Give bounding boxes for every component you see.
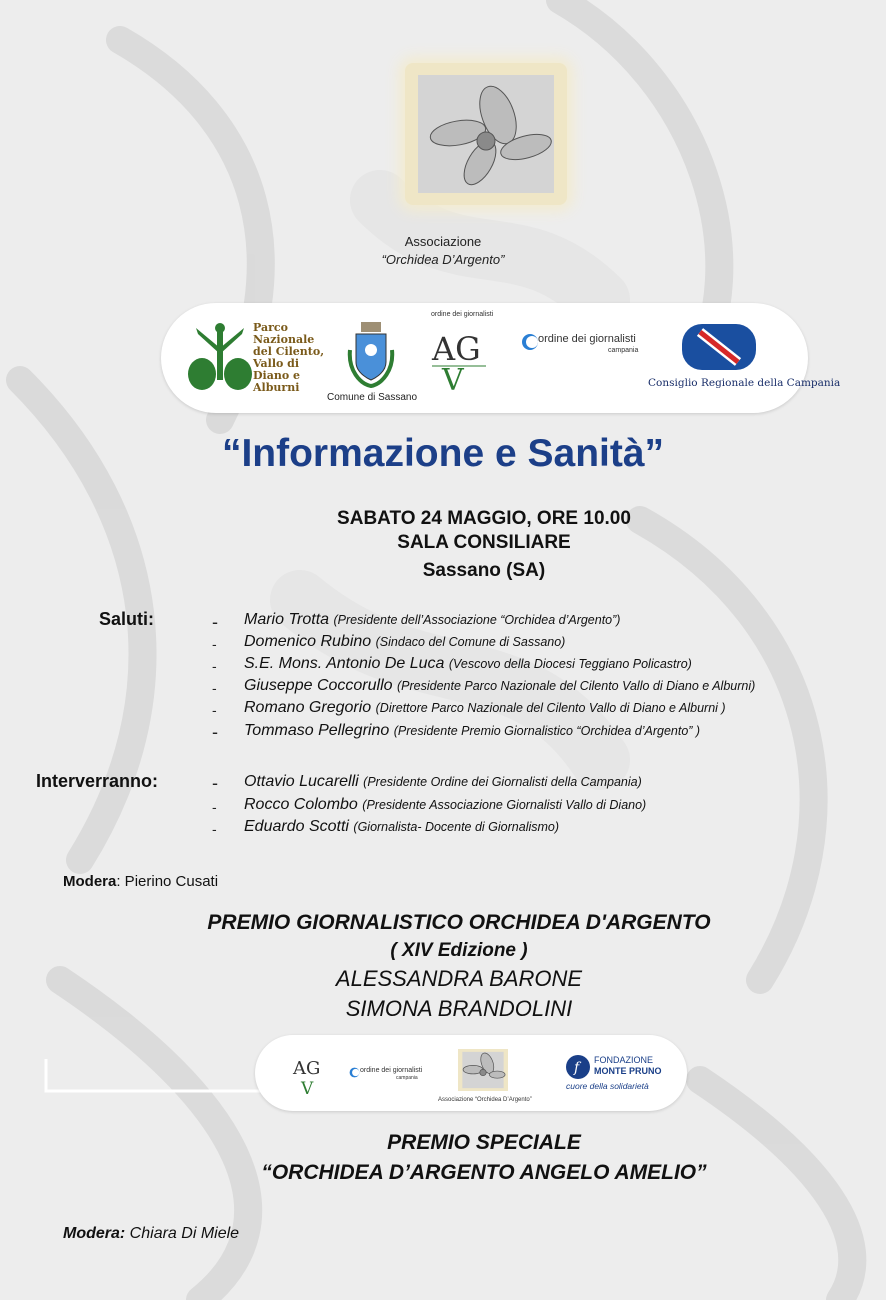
prize-title: PREMIO GIORNALISTICO ORCHIDEA D'ARGENTO xyxy=(207,911,711,934)
fondazione-label: FONDAZIONE xyxy=(594,1055,654,1065)
list-item: Mario Trotta (Presidente dell’Associazione “Orchidea d’Argento”) xyxy=(244,611,621,628)
svg-text:V: V xyxy=(442,363,464,396)
park-logo-icon xyxy=(186,318,254,394)
event-title: “Informazione e Sanità” xyxy=(221,432,665,475)
list-item: Domenico Rubino (Sindaco del Comune di Sassano) xyxy=(244,633,566,650)
list-dash: - xyxy=(212,799,217,815)
moderator: Modera: Pierino Cusati xyxy=(63,873,219,890)
svg-text:AG: AG xyxy=(293,1058,321,1079)
special-prize-name: “ORCHIDEA D’ARGENTO ANGELO AMELIO” xyxy=(261,1161,707,1184)
list-item: Ottavio Lucarelli (Presidente Ordine dei Giornalisti della Campania) xyxy=(244,773,642,790)
fondazione-motto: cuore della solidarietà xyxy=(566,1081,649,1091)
park-logo-text: Parco Nazionale del Cilento, Vallo di Diano e Alburni xyxy=(253,321,325,394)
ordine-sub: campania xyxy=(396,1075,418,1081)
ordine-label: ordine dei giornalisti xyxy=(538,333,636,345)
event-city: Sassano (SA) xyxy=(422,560,546,581)
list-dash: - xyxy=(212,722,218,742)
list-dash: - xyxy=(212,658,217,674)
association-caption: Associazione “Orchidea D’Argento” xyxy=(438,1097,532,1103)
list-item: Tommaso Pellegrino (Presidente Premio Giornalistico “Orchidea d’Argento” ) xyxy=(244,722,701,739)
list-dash: - xyxy=(212,773,218,793)
prize-winner: SIMONA BRANDOLINI xyxy=(345,996,573,1021)
ordine-sub: campania xyxy=(608,347,639,354)
list-item: S.E. Mons. Antonio De Luca (Vescovo della Diocesi Teggiano Policastro) xyxy=(244,655,692,672)
association-name: “Orchidea D’Argento” xyxy=(381,252,505,267)
fondazione-logo-icon xyxy=(564,1054,594,1080)
association-logo xyxy=(405,63,567,205)
ordine-label: ordine dei giornalisti xyxy=(360,1067,423,1074)
consiglio-label: Consiglio Regionale della Campania xyxy=(648,377,841,389)
list-item: Rocco Colombo (Presidente Associazione Giornalisti Vallo di Diano) xyxy=(244,796,647,813)
comune-label: Comune di Sassano xyxy=(327,392,418,403)
list-dash: - xyxy=(212,636,217,652)
association-label: Associazione xyxy=(404,234,482,249)
fondazione-name: MONTE PRUNO xyxy=(594,1066,662,1076)
prize-winner: ALESSANDRA BARONE xyxy=(335,966,583,991)
agv-caption: ordine dei giornalisti xyxy=(431,311,494,318)
special-prize-title: PREMIO SPECIALE xyxy=(387,1131,581,1154)
ordine-logo-icon xyxy=(349,1067,360,1078)
orchid-icon xyxy=(458,1049,508,1091)
agv-logo-icon xyxy=(428,320,490,396)
association-logo-small xyxy=(458,1049,508,1091)
orchid-icon xyxy=(418,75,554,193)
moderator: Modera: Chiara Di Miele xyxy=(63,1225,240,1242)
list-dash: - xyxy=(212,612,218,632)
list-dash: - xyxy=(212,821,217,837)
list-item: Romano Gregorio (Direttore Parco Nazionale del Cilento Vallo di Diano e Alburni ) xyxy=(244,699,726,716)
list-dash: - xyxy=(212,680,217,696)
interverranno-label: Interverranno: xyxy=(36,771,159,791)
sassano-coat-of-arms-icon xyxy=(346,320,396,390)
saluti-label: Saluti: xyxy=(99,609,155,629)
ordine-logo-icon xyxy=(521,333,539,351)
svg-text:V: V xyxy=(301,1079,314,1098)
list-item: Giuseppe Coccorullo (Presidente Parco Nazionale del Cilento Vallo di Diano e Alburni) xyxy=(244,677,756,694)
svg-text:f: f xyxy=(574,1060,580,1076)
regione-campania-logo-icon xyxy=(680,322,758,372)
svg-text:AG: AG xyxy=(432,330,481,368)
event-venue: SALA CONSILIARE xyxy=(397,532,571,553)
prize-edition: ( XIV Edizione ) xyxy=(390,940,528,961)
event-date: SABATO 24 MAGGIO, ORE 10.00 xyxy=(337,508,631,529)
list-item: Eduardo Scotti (Giornalista- Docente di Giornalismo) xyxy=(244,818,560,835)
agv-logo-icon xyxy=(292,1052,326,1098)
list-dash: - xyxy=(212,702,217,718)
